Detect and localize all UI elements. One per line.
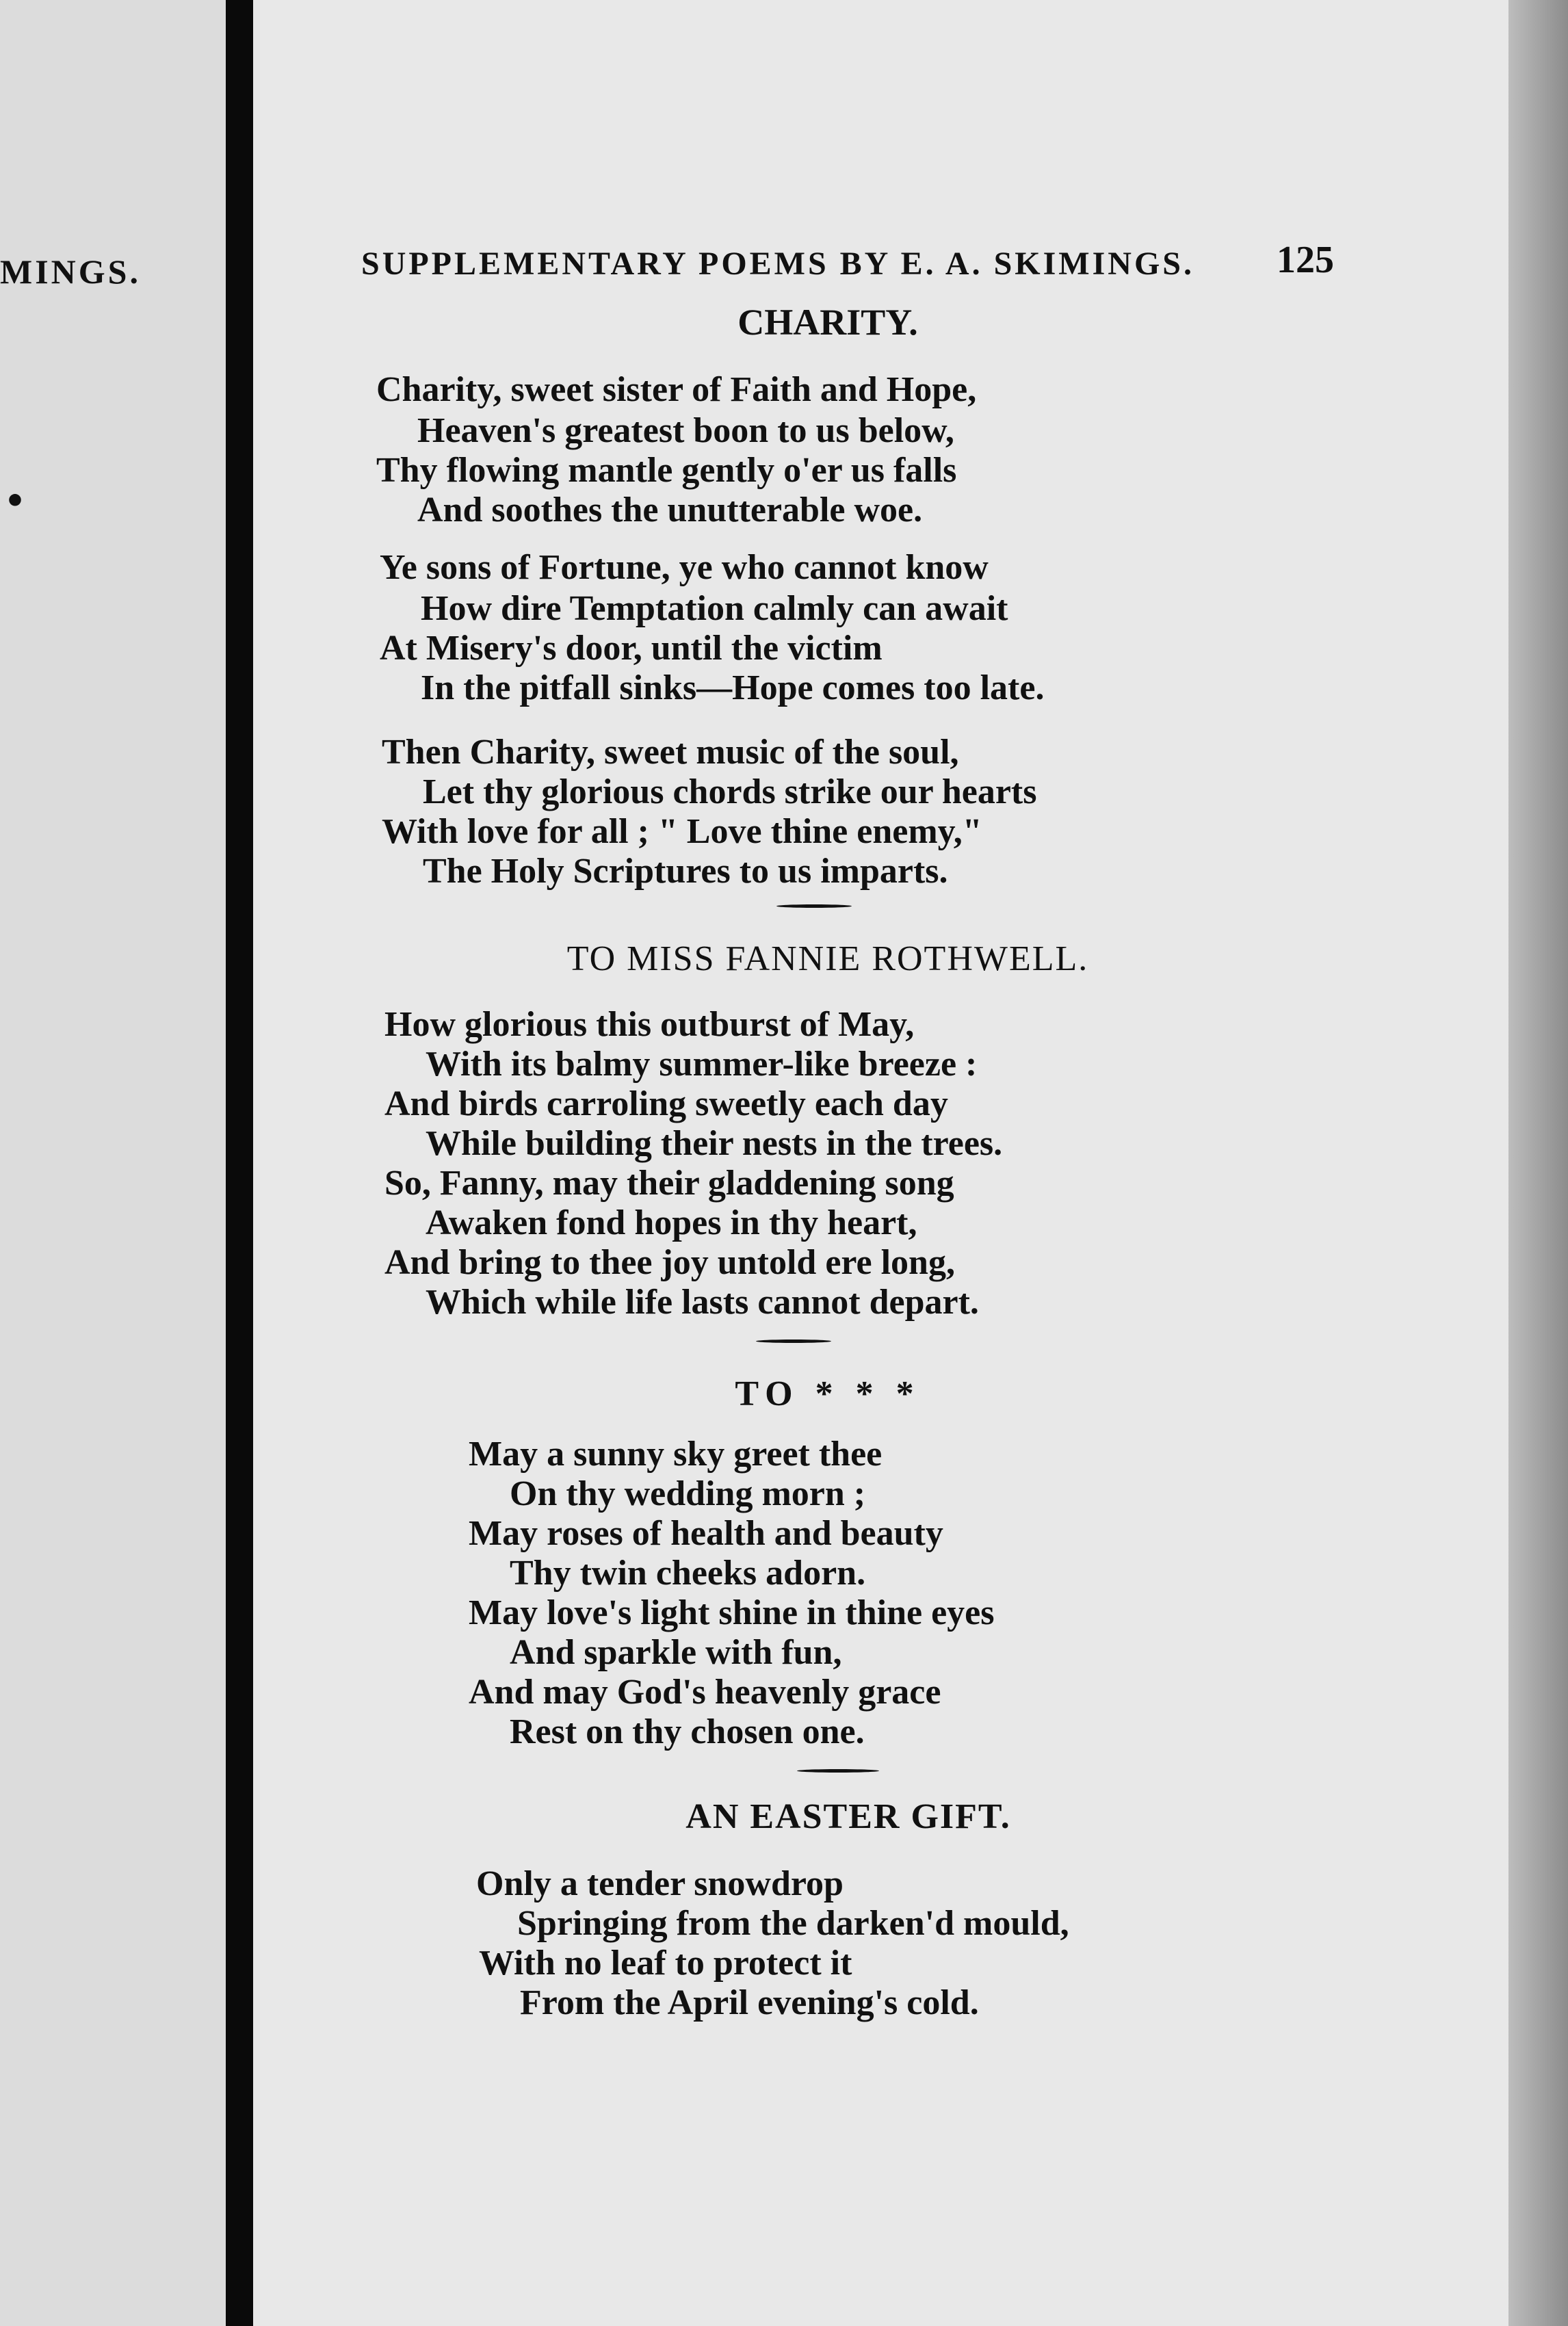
- poem-line: And sparkle with fun,: [510, 1633, 842, 1672]
- poem-title: TO MISS FANNIE ROTHWELL.: [566, 939, 1089, 978]
- poem-line: How dire Temptation calmly can await: [421, 589, 1008, 628]
- poem-line: While building their nests in the trees.: [426, 1124, 1003, 1163]
- poem-line: May roses of health and beauty: [469, 1514, 943, 1553]
- poem-line: Only a tender snowdrop: [476, 1864, 844, 1903]
- page-number: 125: [1277, 239, 1334, 281]
- poem-line: Springing from the darken'd mould,: [517, 1904, 1069, 1943]
- left-page-fragment: [0, 0, 226, 2326]
- poem-line: And birds carroling sweetly each day: [384, 1084, 948, 1123]
- section-divider: [756, 1340, 831, 1343]
- poem-line: Let thy glorious chords strike our hearts: [423, 772, 1037, 811]
- poem-line: Heaven's greatest boon to us below,: [417, 411, 954, 450]
- book-gutter: [226, 0, 253, 2326]
- poem-line: Ye sons of Fortune, ye who cannot know: [380, 548, 989, 587]
- poem-line: Awaken fond hopes in thy heart,: [426, 1203, 917, 1242]
- poem-line: Rest on thy chosen one.: [510, 1712, 865, 1751]
- poem-line: With its balmy summer-like breeze :: [426, 1045, 978, 1084]
- page-header: [361, 239, 1387, 293]
- poem-line: The Holy Scriptures to us imparts.: [423, 852, 948, 891]
- poem-title: CHARITY.: [737, 302, 918, 343]
- left-running-head: MINGS.: [0, 252, 141, 291]
- left-page-mark: •: [4, 480, 26, 521]
- poem-line: How glorious this outburst of May,: [384, 1005, 915, 1044]
- poem-line: At Misery's door, until the victim: [380, 629, 883, 668]
- poem-line: Which while life lasts cannot depart.: [426, 1283, 979, 1322]
- poem-line: In the pitfall sinks—Hope comes too late.: [421, 668, 1045, 707]
- poem-line: With love for all ; " Love thine enemy,": [382, 812, 982, 851]
- section-divider: [797, 1769, 879, 1773]
- poem-line: Thy twin cheeks adorn.: [510, 1554, 866, 1593]
- poem-line: And may God's heavenly grace: [469, 1673, 941, 1712]
- section-divider: [776, 904, 852, 908]
- poem-line: Then Charity, sweet music of the soul,: [382, 733, 959, 772]
- poem-line: From the April evening's cold.: [520, 1983, 979, 2022]
- poem-title: TO * * *: [735, 1374, 921, 1413]
- running-title: SUPPLEMENTARY POEMS BY E. A. SKIMINGS.: [361, 246, 1194, 282]
- poem-line: With no leaf to protect it: [479, 1944, 852, 1983]
- poem-line: On thy wedding morn ;: [510, 1474, 866, 1513]
- poem-title: AN EASTER GIFT.: [685, 1797, 1011, 1836]
- poem-line: And bring to thee joy untold ere long,: [384, 1243, 955, 1282]
- poem-line: Thy flowing mantle gently o'er us falls: [376, 451, 957, 490]
- poem-line: So, Fanny, may their gladdening song: [384, 1164, 954, 1203]
- poem-line: Charity, sweet sister of Faith and Hope,: [376, 370, 977, 409]
- poem-line: And soothes the unutterable woe.: [417, 491, 923, 530]
- poem-line: May a sunny sky greet thee: [469, 1435, 883, 1474]
- page: [253, 0, 1508, 2326]
- page-edge: [1508, 0, 1568, 2326]
- poem-line: May love's light shine in thine eyes: [469, 1593, 995, 1632]
